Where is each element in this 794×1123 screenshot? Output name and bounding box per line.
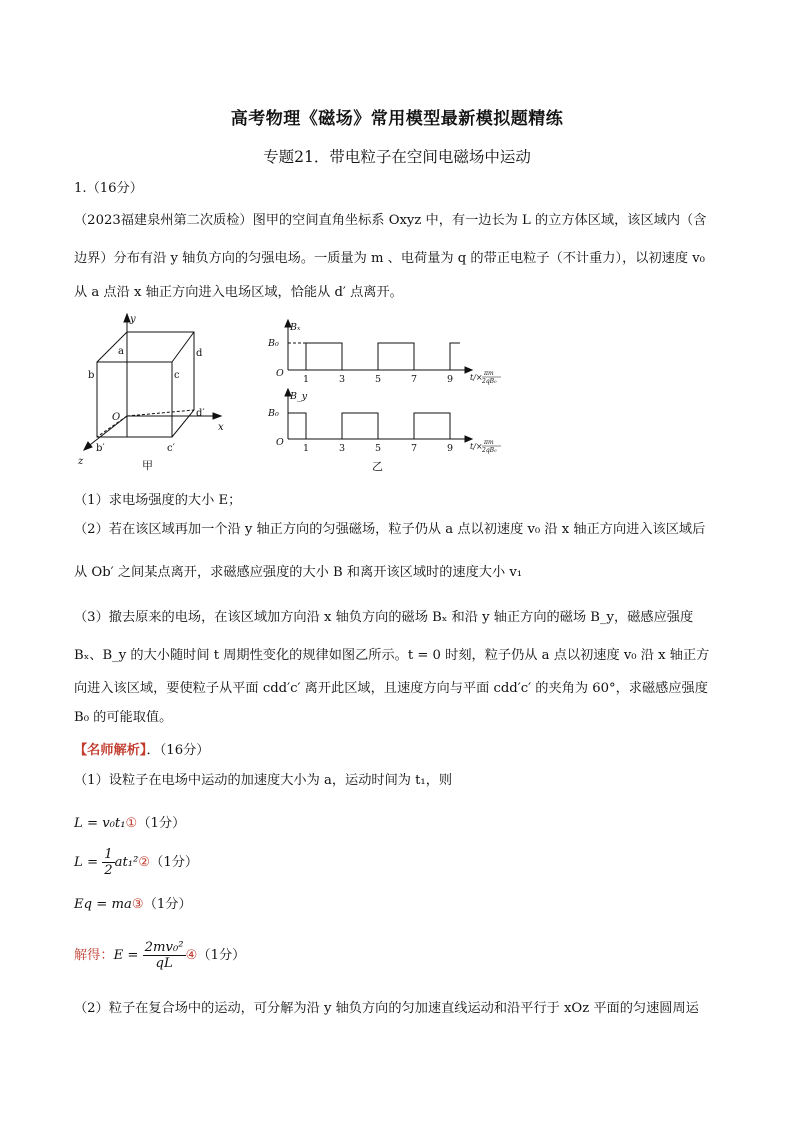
equation-2-numerator: 1 bbox=[104, 847, 113, 862]
vertex-b-label: b bbox=[88, 370, 95, 381]
figure-jia-cube bbox=[72, 312, 232, 477]
question-3-line-1: （3）撤去原来的电场，在该区域加方向沿 x 轴负方向的磁场 Bₓ 和沿 y 轴正方向的磁场 B_y，磁感应强度 bbox=[74, 610, 694, 625]
equation-4-fraction bbox=[143, 940, 186, 971]
equation-1-score: （1分） bbox=[137, 816, 186, 831]
vertex-d-prime-label: d′ bbox=[196, 408, 205, 419]
problem-stem-line-3: 从 a 点沿 x 轴正方向进入电场区域，恰能从 d′ 点离开。 bbox=[74, 285, 403, 300]
bottom-tick-7: 7 bbox=[411, 443, 418, 454]
question-2-line-1: （2）若在该区域再加一个沿 y 轴正方向的匀强磁场，粒子仍从 a 点以初速度 v₀ 沿 x 轴正方向进入该区域后 bbox=[74, 522, 706, 537]
equation-2-score: （1分） bbox=[150, 855, 199, 870]
figure-yi-caption: 乙 bbox=[372, 460, 383, 473]
equation-2-fraction bbox=[102, 847, 114, 878]
bottom-tick-9: 9 bbox=[447, 443, 454, 454]
solution-heading-row bbox=[74, 742, 209, 760]
equation-2-mark: ② bbox=[138, 855, 151, 870]
bottom-b0-label: B₀ bbox=[268, 408, 279, 419]
document-subtitle: 专题21．带电粒子在空间电磁场中运动 bbox=[263, 148, 531, 166]
question-3-line-2: Bₓ、B_y 的大小随时间 t 周期性变化的规律如图乙所示。t = 0 时刻，粒子仍从 a 点以初速度 v₀ 沿 x 轴正方 bbox=[74, 648, 710, 663]
bottom-origin-label: O bbox=[276, 437, 284, 448]
equation-3-score: （1分） bbox=[143, 897, 192, 912]
equation-1 bbox=[74, 815, 185, 833]
bottom-tick-1: 1 bbox=[303, 443, 310, 454]
vertex-b-prime-label: b′ bbox=[96, 443, 105, 454]
axis-x-label: x bbox=[218, 422, 224, 433]
problem-number: 1.（16分） bbox=[74, 181, 143, 196]
top-tick-3: 3 bbox=[339, 374, 346, 385]
top-tick-9: 9 bbox=[447, 374, 454, 385]
solution-2-intro: （2）粒子在复合场中的运动，可分解为沿 y 轴负方向的匀加速直线运动和沿平行于 xOz 平面的匀速圆周运 bbox=[74, 1001, 699, 1016]
equation-4-lhs: E = bbox=[113, 948, 139, 963]
bottom-unit-den: 2qB₀ bbox=[482, 447, 497, 454]
equation-4-prefix: 解得： bbox=[74, 948, 114, 963]
top-unit-num: πm bbox=[484, 370, 494, 377]
vertex-a-label: a bbox=[118, 346, 124, 357]
by-axis-label: B_y bbox=[290, 391, 308, 402]
equation-3-mark: ③ bbox=[131, 897, 144, 912]
question-2-line-2: 从 Ob′ 之间某点离开，求磁感应强度的大小 B 和离开该区域时的速度大小 v₁ bbox=[74, 565, 523, 580]
top-b0-label: B₀ bbox=[268, 338, 279, 349]
solution-heading-suffix: ．（16分） bbox=[146, 743, 210, 758]
top-tick-1: 1 bbox=[303, 374, 310, 385]
origin-label: O bbox=[112, 412, 121, 423]
equation-4-denominator: qL bbox=[155, 956, 173, 971]
equation-1-body: L = v₀t₁ bbox=[74, 816, 126, 831]
bottom-tick-5: 5 bbox=[375, 443, 382, 454]
vertex-d-label: d bbox=[196, 348, 203, 359]
question-3-line-4: B₀ 的可能取值。 bbox=[74, 710, 173, 725]
document-title: 高考物理《磁场》常用模型最新模拟题精练 bbox=[230, 109, 564, 129]
solution-1-intro: （1）设粒子在电场中运动的加速度大小为 a，运动时间为 t₁，则 bbox=[74, 773, 453, 788]
top-t-label: t/× bbox=[470, 373, 483, 382]
equation-2 bbox=[74, 846, 198, 880]
equation-4 bbox=[74, 938, 245, 974]
axis-y-label: y bbox=[130, 314, 136, 325]
top-tick-7: 7 bbox=[411, 374, 418, 385]
problem-stem-line-1: （2023福建泉州第二次质检）图甲的空间直角坐标系 Oxyz 中，有一边长为 L 的立方体区域，该区域内（含 bbox=[74, 213, 707, 228]
equation-4-mark: ④ bbox=[185, 948, 198, 963]
bottom-unit-num: πm bbox=[484, 439, 494, 446]
equation-4-score: （1分） bbox=[197, 948, 246, 963]
equation-4-numerator: 2mv₀² bbox=[144, 940, 184, 955]
bottom-tick-3: 3 bbox=[339, 443, 346, 454]
problem-stem-line-2: 边界）分布有沿 y 轴负方向的匀强电场。一质量为 m 、电荷量为 q 的带正电粒子（不计重力），以初速度 v₀ bbox=[74, 251, 705, 266]
vertex-c-prime-label: c′ bbox=[167, 443, 175, 454]
bx-axis-label: Bₓ bbox=[290, 322, 301, 333]
figure-yi-graphs bbox=[268, 318, 508, 478]
equation-2-lhs: L = bbox=[74, 855, 98, 870]
top-unit-den: 2qB₀ bbox=[482, 378, 497, 385]
equation-2-denominator: 2 bbox=[104, 863, 113, 878]
equation-2-rhs: at₁² bbox=[114, 855, 139, 870]
axis-z-label: z bbox=[78, 456, 84, 467]
equation-1-mark: ① bbox=[125, 816, 138, 831]
solution-heading: 【名师解析】 bbox=[74, 743, 147, 758]
question-3-line-3: 向进入该区域，要使粒子从平面 cdd′c′ 离开此区域，且速度方向与平面 cdd′c′ 的夹角为 60°，求磁感应强度 bbox=[74, 681, 708, 696]
figure-jia-caption: 甲 bbox=[142, 459, 153, 472]
question-1: （1）求电场强度的大小 E； bbox=[74, 493, 242, 508]
equation-3 bbox=[74, 896, 192, 914]
bottom-t-label: t/× bbox=[470, 442, 483, 451]
top-origin-label: O bbox=[276, 368, 284, 379]
equation-3-body: Eq = ma bbox=[74, 897, 132, 912]
top-tick-5: 5 bbox=[375, 374, 382, 385]
vertex-c-label: c bbox=[174, 370, 180, 381]
